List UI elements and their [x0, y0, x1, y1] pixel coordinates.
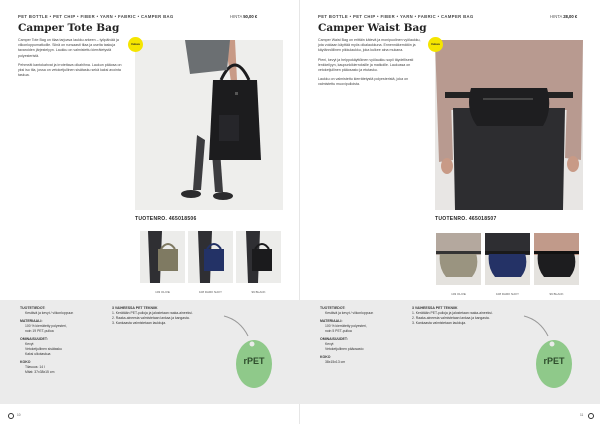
- new-badge: Uutuus: [128, 37, 143, 52]
- hero-image-tote: [135, 40, 283, 210]
- thumb-dark-navy[interactable]: [485, 233, 530, 285]
- right-page: [300, 0, 600, 424]
- thumb-label: 108 DARK NAVY: [199, 290, 222, 294]
- thumb-label: 103 OLIVE: [155, 290, 170, 294]
- price: HINTA 50,00 €: [230, 14, 258, 19]
- info-box: [0, 300, 300, 404]
- pet-steps: 3 VAIHEESSA PET TEKNIIK 1. Kerätään PET-pulloja ja jalostetaan raaka-aineeksi. 2. Raaka-aineesta valmistetaan lankaa ja kangasta. 3. Kankaasta valmistetaan laukkuja.: [112, 306, 193, 325]
- page-title: Camper Waist Bag: [318, 22, 427, 34]
- thumb-label: 99 BLACK: [251, 290, 266, 294]
- info-box: [300, 300, 600, 404]
- thumb-label: 108 DARK NAVY: [496, 292, 519, 296]
- description: [318, 38, 424, 92]
- tag-text: rPET: [543, 356, 565, 366]
- thumb-black[interactable]: [236, 231, 281, 283]
- thumb-dark-navy[interactable]: [188, 231, 233, 283]
- thumb-olive[interactable]: [436, 233, 481, 285]
- thumb-black[interactable]: [534, 233, 579, 285]
- pet-steps: 3 VAIHEESSA PET TEKNIIK 1. Kerätään PET-pulloja ja jalostetaan raaka-aineeksi. 2. Raaka-aineesta valmistetaan lankaa ja kangasta. 3. Kankaasta valmistetaan laukkuja.: [412, 306, 493, 325]
- hero-image-waist: [435, 40, 583, 210]
- tag-text: rPET: [243, 356, 265, 366]
- product-number: TUOTENRO. 465018507: [435, 216, 497, 222]
- thumb-label: 99 BLACK: [549, 292, 564, 296]
- description-paragraph: Laukku on valmistettu kierrätetystä polyesteristä, joka on valmistettu muovipulloista.: [318, 77, 409, 87]
- description-paragraph: Pehmeät kantokahvat ja irrotettava olkahihna. Laukun pääosa on yksi iso tila, jossa on vetoketjullinen sisätasku sekä kaksi avointa taskua.: [18, 62, 122, 78]
- rpet-hangtag: [522, 314, 578, 399]
- new-badge: Uutuus: [428, 37, 443, 52]
- page-logo-icon: [588, 413, 594, 419]
- page-title: Camper Tote Bag: [18, 22, 120, 34]
- thumb-label: 103 OLIVE: [451, 292, 466, 296]
- description: [18, 38, 124, 82]
- product-number: TUOTENRO. 465018506: [135, 216, 197, 222]
- page-number: 11: [580, 413, 584, 417]
- description-paragraph: Pieni, kevyt ja helppokäyttöinen vyölaukku sopii täydellisesti lenkkeilyyn, kaupunkikierroksille ja matkoille. Laukussa on vetoketjullinen pääosasto ja etutasku.: [318, 57, 414, 73]
- breadcrumb: PET BOTTLE • PET CHIP • FIBER • YARN • FABRIC • CAMPER BAG: [318, 14, 474, 19]
- description-paragraph: Camper Waist Bag on erittäin kätevä ja monipuolinen vyölaukku, jota voidaan käyttää myös olkalaukkuna. Ennennäkemätön ja käytännöllinen pikkulaukku, joka kulkee aina mukana.: [318, 38, 421, 53]
- page-number: 10: [17, 413, 21, 417]
- rpet-hangtag: [222, 314, 278, 399]
- product-details: TUOTETIEDOT: Kestävä ja kevyt / viikonloppuun MATERIAALI: 100 % kierrätetty polyesteri, noin 5 PET-pulloa OMINAISUUDET: Kevyt Vetoketjullinen pääosasto KOKO 38x15x13 cm: [320, 306, 374, 364]
- page-logo-icon: [8, 413, 14, 419]
- thumb-olive[interactable]: [140, 231, 185, 283]
- description-paragraph: Camper Tote Bag on tilaa tarjoava laukku arkeen – työpäivää ja viikonloppumatkoille. Siinä on runsaasti tilaa ja useita taskuja tavaroiden järjestelyyn. Laukku on valmistettu kierrätetystä polyesteristä.: [18, 38, 119, 58]
- product-details: TUOTETIEDOT: Kestävä ja kevyt / viikonloppuun MATERIAALI: 100 % kierrätetty polyesteri, noin 19 PET-pulloa OMINAISUUDET: Kevyt Vetoketjullinen sisätasku Kaksi ulkotaskua KOKO Tilavuus: 14 l Mitat: 37x38x15 cm: [20, 306, 74, 374]
- price: HINTA 28,00 €: [550, 14, 578, 19]
- breadcrumb: PET BOTTLE • PET CHIP • FIBER • YARN • FABRIC • CAMPER BAG: [18, 14, 174, 19]
